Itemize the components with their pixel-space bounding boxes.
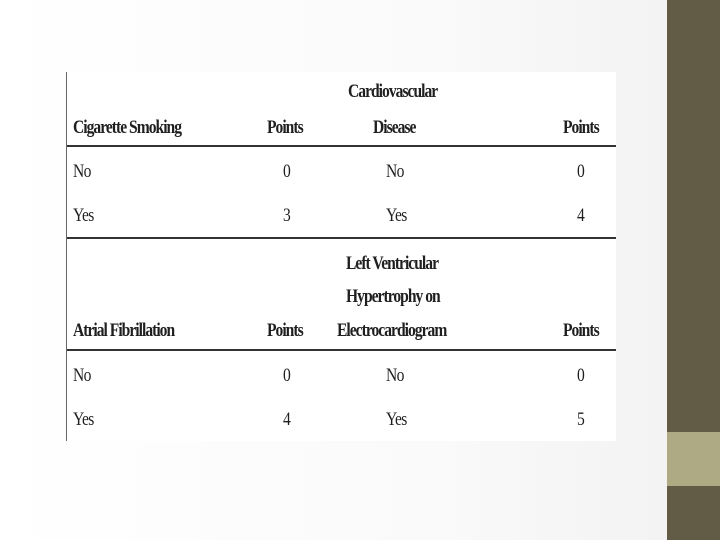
header-cigarette-smoking: Cigarette Smoking (73, 117, 182, 138)
table-rule (67, 237, 616, 239)
row-label: No (386, 365, 404, 386)
decorative-side-band-bottom (667, 486, 720, 540)
table-rule (67, 145, 616, 147)
row-label: Yes (73, 205, 94, 226)
row-label: No (73, 161, 91, 182)
header-points: Points (563, 320, 599, 341)
header-cardiovascular-disease-line1: Cardiovascular (348, 81, 438, 102)
header-cardiovascular-disease-line2: Disease (373, 117, 416, 138)
row-points: 4 (283, 409, 291, 430)
header-lvh-line2: Hypertrophy on (346, 286, 440, 307)
row-points: 4 (577, 205, 585, 226)
risk-points-table (66, 72, 616, 441)
decorative-side-band-middle (667, 432, 720, 486)
row-label: No (386, 161, 404, 182)
row-points: 0 (283, 161, 291, 182)
header-points: Points (267, 117, 303, 138)
row-points: 0 (577, 365, 585, 386)
row-points: 5 (577, 409, 585, 430)
row-label: No (73, 365, 91, 386)
row-label: Yes (73, 409, 94, 430)
row-points: 3 (283, 205, 291, 226)
decorative-side-band-top (667, 0, 720, 432)
row-points: 0 (283, 365, 291, 386)
header-lvh-line3: Electrocardiogram (337, 320, 447, 341)
table-rule (67, 349, 616, 351)
row-points: 0 (577, 161, 585, 182)
header-atrial-fibrillation: Atrial Fibrillation (73, 320, 175, 341)
header-points: Points (267, 320, 303, 341)
row-label: Yes (386, 409, 407, 430)
row-label: Yes (386, 205, 407, 226)
header-points: Points (563, 117, 599, 138)
header-lvh-line1: Left Ventricular (346, 253, 439, 274)
